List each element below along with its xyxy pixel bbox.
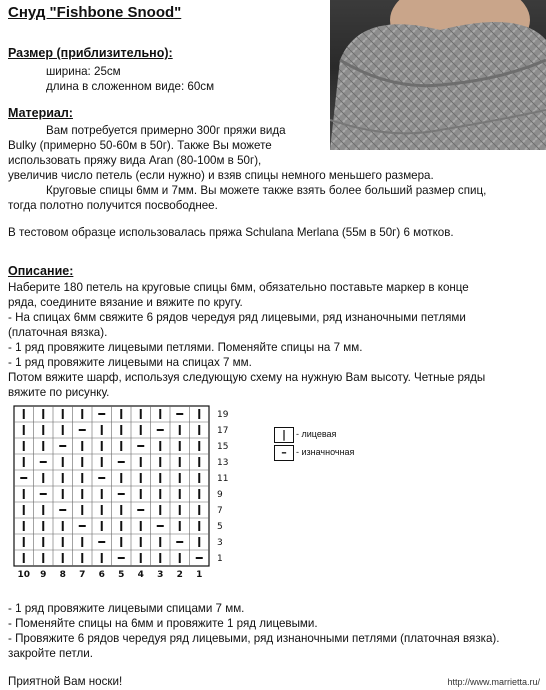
description-line: вяжите по рисунку.	[8, 386, 110, 399]
row-label: 5	[217, 522, 223, 532]
row-label: 17	[217, 426, 229, 436]
size-heading: Размер (приблизительно):	[8, 46, 173, 60]
column-label: 7	[79, 570, 86, 580]
row-label: 19	[217, 410, 229, 420]
description-heading: Описание:	[8, 264, 74, 278]
row-label: 9	[217, 490, 223, 500]
size-width: ширина: 25см	[46, 65, 121, 78]
column-label: 8	[59, 570, 66, 580]
description-line: Наберите 180 петель на круговые спицы 6мм, обязательно поставьте маркер в конце	[8, 281, 469, 294]
material-line: Bulky (примерно 50-60м в 50г). Также Вы можете	[8, 139, 272, 152]
material-sample: В тестовом образце использовалась пряжа Schulana Merlana (55м в 50г) 6 мотков.	[8, 226, 454, 239]
column-label: 6	[98, 570, 105, 580]
snood-photo	[330, 0, 546, 150]
column-label: 10	[17, 570, 31, 580]
column-label: 1	[196, 570, 203, 580]
description-line: - На спицах 6мм свяжите 6 рядов чередуя ряд лицевыми, ряд изнаночными петлями	[8, 311, 466, 324]
row-label: 7	[217, 506, 223, 516]
description-line: - 1 ряд провяжите лицевыми петлями. Поменяйте спицы на 7 мм.	[8, 341, 363, 354]
column-label: 9	[40, 570, 47, 580]
row-label: 15	[217, 442, 229, 452]
finishing-line: - 1 ряд провяжите лицевыми спицами 7 мм.	[8, 602, 245, 615]
row-label: 1	[217, 554, 223, 564]
material-line: тогда полотно получится посвободнее.	[8, 199, 218, 212]
column-label: 4	[137, 570, 144, 580]
finishing-line: закройте петли.	[8, 647, 93, 660]
closing-text: Приятной Вам носки!	[8, 675, 123, 688]
legend-knit-symbol: |	[274, 427, 294, 443]
legend-purl-label: - изначночная	[296, 447, 355, 457]
column-label: 5	[118, 570, 125, 580]
row-label: 13	[217, 458, 229, 468]
chart-legend	[274, 427, 394, 463]
material-line: Круговые спицы 6мм и 7мм. Вы можете также взять более больший размер спиц,	[46, 184, 487, 197]
material-line: увеличив число петель (если нужно) и взяв спицы немного меньшего размера.	[8, 169, 434, 182]
description-line: (платочная вязка).	[8, 326, 108, 339]
row-label: 11	[217, 474, 229, 484]
description-line: ряда, соедините вязание и вяжите по кругу.	[8, 296, 243, 309]
page-title: Снуд "Fishbone Snood"	[8, 4, 182, 21]
column-label: 2	[176, 570, 183, 580]
finishing-line: - Поменяйте спицы на 6мм и провяжите 1 ряд лицевыми.	[8, 617, 318, 630]
description-line: Потом вяжите шарф, используя следующую схему на нужную Вам высоту. Четные ряды	[8, 371, 486, 384]
finishing-line: - Провяжите 6 рядов чередуя ряд лицевыми, ряд изнаночными петлями (платочная вязка).	[8, 632, 500, 645]
watermark: http://www.marrietta.ru/	[447, 677, 540, 687]
description-line: - 1 ряд провяжите лицевыми на спицах 7 мм.	[8, 356, 252, 369]
material-line: Вам потребуется примерно 300г пряжи вида	[46, 124, 286, 137]
snood-illustration	[330, 0, 546, 150]
knitting-chart	[10, 402, 250, 597]
knitting-chart-svg	[10, 402, 250, 592]
material-line: использовать пряжу вида Aran (80-100м в 50г),	[8, 154, 262, 167]
material-heading: Материал:	[8, 106, 73, 120]
legend-purl-symbol: –	[274, 445, 294, 461]
column-label: 3	[157, 570, 164, 580]
size-length: длина в сложенном виде: 60см	[46, 80, 215, 93]
legend-knit-label: - лицевая	[296, 429, 337, 439]
row-label: 3	[217, 538, 223, 548]
